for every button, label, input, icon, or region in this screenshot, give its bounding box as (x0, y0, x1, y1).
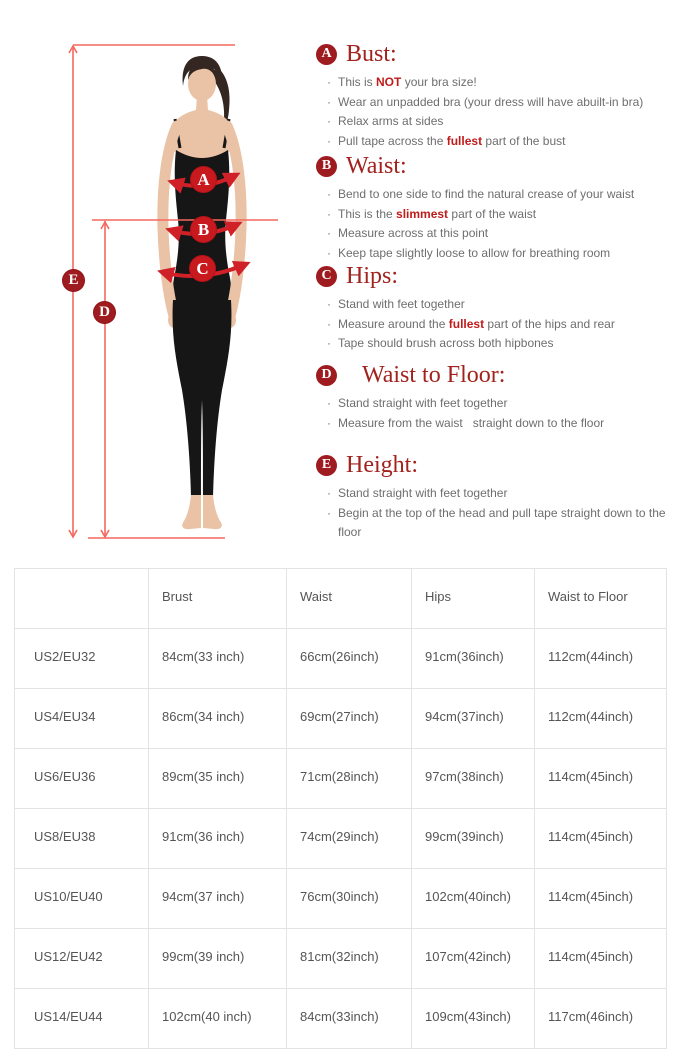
highlighted-word: NOT (376, 75, 402, 89)
size-label: US10/EU40 (15, 869, 149, 929)
instruction-bullet (327, 93, 678, 113)
size-cell: 66cm(26inch) (287, 629, 412, 689)
size-cell: 99cm(39 inch) (149, 929, 287, 989)
bullet-text: Begin at the top of the head and pull tape straight down to the floor (338, 505, 669, 539)
bullet-text: Pull tape across the fullest part of the bust (338, 133, 566, 148)
bullet-text: Keep tape slightly loose to allow for breathing room (338, 245, 611, 260)
instruction-list (316, 484, 678, 543)
bullet-text: Stand straight with feet together (338, 396, 508, 410)
letter-badge-a-icon: A (316, 44, 337, 65)
size-cell: 97cm(38inch) (412, 749, 535, 809)
section-e (316, 451, 678, 543)
section-title: Waist to Floor: (362, 361, 506, 388)
size-table-header (15, 569, 667, 629)
instruction-bullet (327, 224, 678, 244)
instruction-bullet (327, 414, 678, 434)
bullet-dot: · (327, 396, 331, 410)
instruction-bullet (327, 484, 678, 504)
table-row (15, 749, 667, 809)
instruction-bullet (327, 205, 678, 225)
bullet-text: Measure across at this point (338, 226, 489, 240)
instruction-list (316, 185, 678, 263)
size-cell: 114cm(45inch) (535, 929, 667, 989)
diagram-marker-b: B (190, 216, 217, 243)
bullet-dot: · (327, 187, 331, 201)
size-cell: 91cm(36inch) (412, 629, 535, 689)
size-label: US2/EU32 (15, 629, 149, 689)
section-title: Height: (346, 451, 418, 478)
size-cell: 109cm(43inch) (412, 989, 535, 1049)
section-a (316, 40, 678, 151)
bullet-text: Stand with feet together (338, 297, 465, 311)
column-header: Brust (149, 569, 287, 629)
section-d (316, 361, 678, 433)
bullet-text: Measure from the waist straight down to the floor (338, 415, 605, 430)
letter-badge-c-icon: C (316, 266, 337, 287)
size-cell: 69cm(27inch) (287, 689, 412, 749)
letter-badge-e-icon: E (316, 455, 337, 476)
table-row (15, 629, 667, 689)
section-c (316, 262, 678, 354)
section-title: Bust: (346, 40, 397, 67)
diagram-marker-d: D (93, 301, 116, 324)
section-title: Hips: (346, 262, 399, 289)
instruction-bullet (327, 504, 678, 543)
size-table-body (15, 629, 667, 1049)
size-cell: 81cm(32inch) (287, 929, 412, 989)
size-label: US4/EU34 (15, 689, 149, 749)
model-figure (163, 56, 241, 529)
size-cell: 114cm(45inch) (535, 749, 667, 809)
highlighted-word: fullest (448, 316, 485, 331)
table-header-row (15, 569, 667, 629)
section-heading (316, 361, 678, 389)
size-cell: 117cm(46inch) (535, 989, 667, 1049)
column-header: Waist to Floor (535, 569, 667, 629)
instruction-bullet (327, 185, 678, 205)
instruction-list (316, 73, 678, 151)
table-row (15, 689, 667, 749)
section-b (316, 152, 678, 263)
bullet-dot: · (327, 505, 331, 520)
section-heading (316, 451, 678, 479)
letter-badge-d-icon: D (316, 365, 337, 386)
bullet-dot: · (327, 336, 331, 350)
size-cell: 94cm(37inch) (412, 689, 535, 749)
size-label: US14/EU44 (15, 989, 149, 1049)
bullet-dot: · (327, 415, 331, 430)
bullet-dot: · (327, 316, 331, 331)
size-cell: 84cm(33 inch) (149, 629, 287, 689)
size-label: US12/EU42 (15, 929, 149, 989)
bullet-dot: · (327, 206, 331, 221)
measurement-figure-svg (0, 0, 310, 560)
size-cell: 114cm(45inch) (535, 809, 667, 869)
diagram-marker-a: A (190, 166, 217, 193)
instruction-bullet (327, 73, 678, 93)
bullet-dot: · (327, 114, 331, 128)
column-header: Hips (412, 569, 535, 629)
size-cell: 102cm(40inch) (412, 869, 535, 929)
bullet-dot: · (327, 94, 331, 109)
instruction-bullet (327, 315, 678, 335)
size-chart-table (14, 568, 667, 1049)
bullet-dot: · (327, 133, 331, 148)
size-label: US8/EU38 (15, 809, 149, 869)
instruction-bullet (327, 295, 678, 315)
instruction-bullet (327, 244, 678, 264)
bullet-text: Bend to one side to find the natural crease of your waist (338, 187, 635, 201)
section-heading (316, 152, 678, 180)
size-cell: 91cm(36 inch) (149, 809, 287, 869)
size-cell: 74cm(29inch) (287, 809, 412, 869)
bullet-dot: · (327, 486, 331, 500)
bullet-text: Measure around the fullest part of the hips and rear (338, 316, 615, 331)
size-cell: 84cm(33inch) (287, 989, 412, 1049)
size-cell: 114cm(45inch) (535, 869, 667, 929)
table-row (15, 929, 667, 989)
highlighted-word: slimmest (396, 206, 449, 221)
size-cell: 76cm(30inch) (287, 869, 412, 929)
bullet-dot: · (327, 297, 331, 311)
bullet-text: This is the slimmest part of the waist (338, 206, 537, 221)
instruction-bullet (327, 112, 678, 132)
bullet-text: Tape should brush across both hipbones (338, 336, 554, 350)
size-label: US6/EU36 (15, 749, 149, 809)
diagram-marker-e: E (62, 269, 85, 292)
bullet-text: Relax arms at sides (338, 114, 444, 128)
bullet-text: Wear an unpadded bra (your dress will have abuilt-in bra) (338, 94, 644, 109)
measurement-diagram (0, 0, 310, 560)
instruction-list (316, 295, 678, 354)
size-cell: 86cm(34 inch) (149, 689, 287, 749)
size-cell: 102cm(40 inch) (149, 989, 287, 1049)
bullet-dot: · (327, 226, 331, 240)
letter-badge-b-icon: B (316, 156, 337, 177)
section-heading (316, 40, 678, 68)
instruction-bullet (327, 394, 678, 414)
measuring-instructions (316, 40, 678, 560)
bullet-text: This is NOT your bra size! (338, 75, 477, 89)
instruction-bullet (327, 132, 678, 152)
instruction-bullet (327, 334, 678, 354)
table-row (15, 989, 667, 1049)
size-cell: 94cm(37 inch) (149, 869, 287, 929)
table-row (15, 809, 667, 869)
bullet-dot: · (327, 245, 331, 260)
section-heading (316, 262, 678, 290)
size-cell: 112cm(44inch) (535, 689, 667, 749)
waist-to-floor-measure-line (101, 221, 109, 537)
column-header: Waist (287, 569, 412, 629)
section-title: Waist: (346, 152, 407, 179)
size-cell: 89cm(35 inch) (149, 749, 287, 809)
size-cell: 99cm(39inch) (412, 809, 535, 869)
bullet-dot: · (327, 75, 331, 89)
highlighted-word: fullest (446, 133, 483, 148)
size-cell: 107cm(42inch) (412, 929, 535, 989)
diagram-marker-c: C (189, 255, 216, 282)
size-cell: 71cm(28inch) (287, 749, 412, 809)
bullet-text: Stand straight with feet together (338, 486, 508, 500)
size-cell: 112cm(44inch) (535, 629, 667, 689)
table-row (15, 869, 667, 929)
column-header (15, 569, 149, 629)
instruction-list (316, 394, 678, 433)
